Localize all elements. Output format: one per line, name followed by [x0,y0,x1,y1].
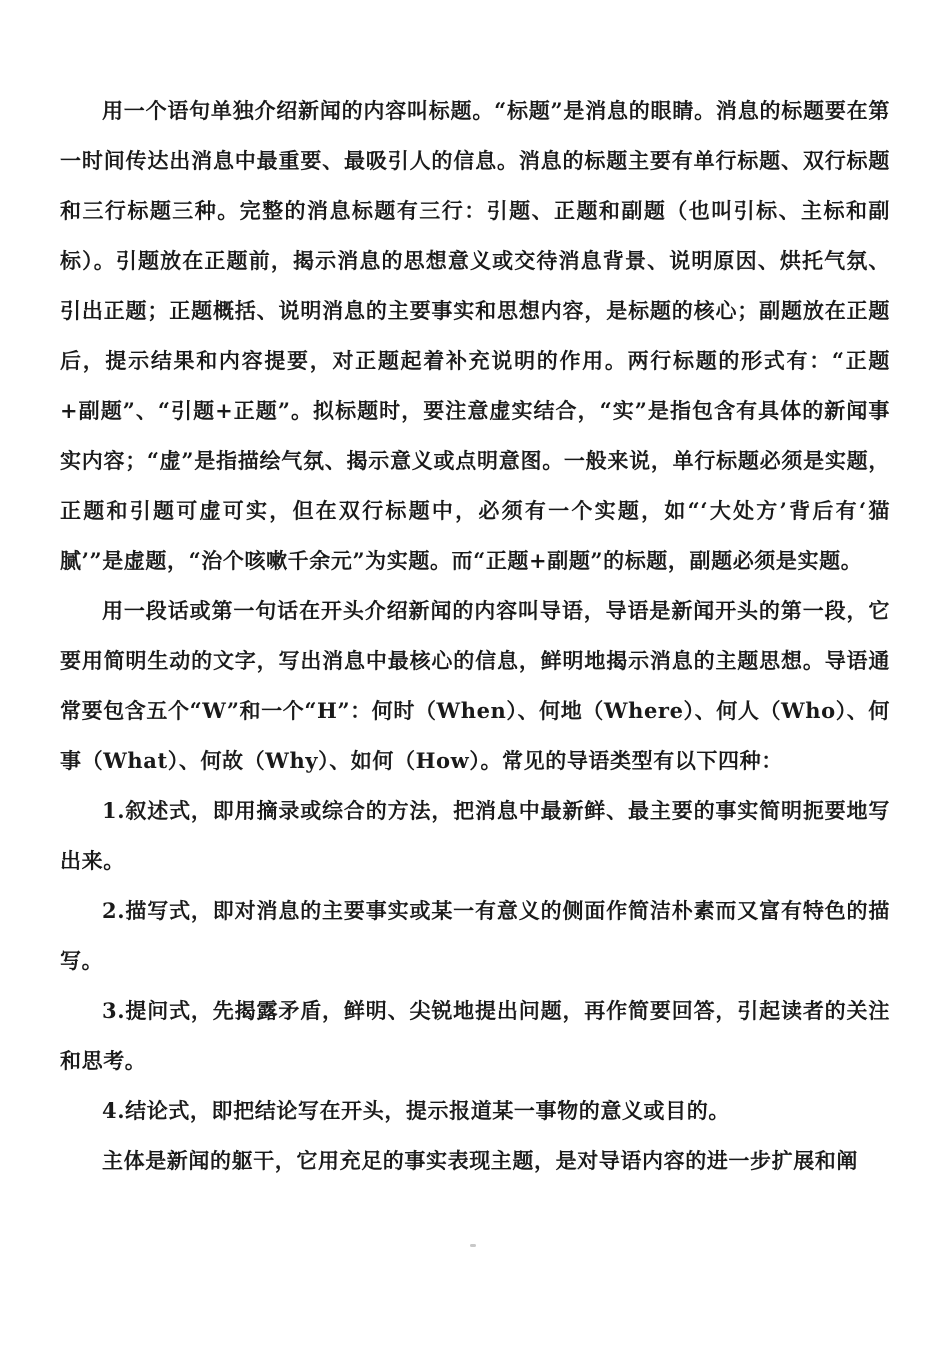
list-item-conclusion: 4.结论式，即把结论写在开头，提示报道某一事物的意义或目的。 [102,1098,730,1123]
scan-speck [470,1244,476,1247]
list-item-question: 3.提问式，先揭露矛盾，鲜明、尖锐地提出问题，再作简要回答，引起读者的关注和思考。 [60,998,890,1073]
paragraph-lead: 用一段话或第一句话在开头介绍新闻的内容叫导语，导语是新闻开头的第一段，它要用简明生动的文字，写出消息中最核心的信息，鲜明地揭示消息的主题思想。导语通常要包含五个“W”和一个“H”：何时（When）、何地（Where）、何人（Who）、何事（What）、何故（Why）、如何（How）。常见的导语类型有以下四种： [60,598,891,773]
paragraph-headline: 用一个语句单独介绍新闻的内容叫标题。“标题”是消息的眼睛。消息的标题要在第一时间传达出消息中最重要、最吸引人的信息。消息的标题主要有单行标题、双行标题和三行标题三种。完整的消息标题有三行：引题、正题和副题（也叫引标、主标和副标）。引题放在正题前，揭示消息的思想意义或交待消息背景、说明原因、烘托气氛、引出正题；正题概括、说明消息的主要事实和思想内容，是标题的核心；副题放在正题后，提示结果和内容提要，对正题起着补充说明的作用。两行标题的形式有：“正题+副题”、“引题+正题”。拟标题时，要注意虚实结合，“实”是指包含有具体的新闻事实内容；“虚”是指描绘气氛、揭示意义或点明意图。一般来说，单行标题必须是实题，正题和引题可虚可实，但在双行标题中，必须有一个实题，如“‘大处方’背后有‘猫腻’”是虚题，“治个咳嗽千余元”为实题。而“正题+副题”的标题，副题必须是实题。 [60,98,890,573]
list-item-descriptive: 2.描写式，即对消息的主要事实或某一有意义的侧面作简洁朴素而又富有特色的描写。 [60,898,890,973]
paragraph-body: 主体是新闻的躯干，它用充足的事实表现主题，是对导语内容的进一步扩展和阐 [102,1148,858,1173]
list-item-narrative: 1.叙述式，即用摘录或综合的方法，把消息中最新鲜、最主要的事实简明扼要地写出来。 [60,798,890,873]
body-text [60,86,890,1186]
